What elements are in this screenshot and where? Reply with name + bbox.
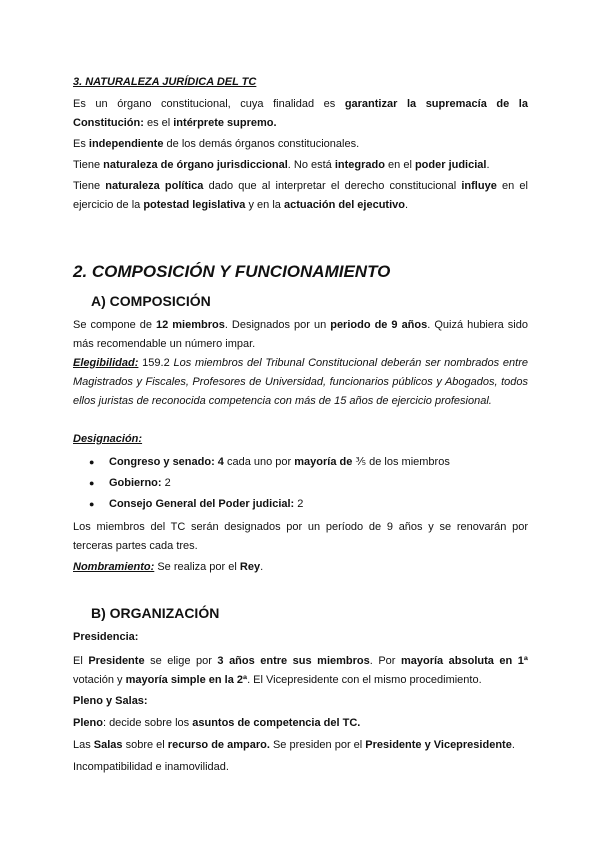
naturaleza-paragraph-3: Tiene naturaleza de órgano jurisdiccional. No está integrado en el poder judicial. — [73, 159, 490, 171]
list-item: ● Consejo General del Poder judicial: 2 — [89, 494, 529, 515]
designacion-label: Designación: — [73, 433, 143, 445]
section-3-heading: 3. NATURALEZA JURÍDICA DEL TC — [73, 76, 257, 88]
incompatibilidad-paragraph: Incompatibilidad e inamovilidad. — [73, 761, 229, 773]
naturaleza-paragraph-2: Es independiente de los demás órganos constitucionales. — [73, 138, 360, 150]
pleno-paragraph: Pleno: decide sobre los asuntos de competencia del TC. — [73, 717, 361, 729]
naturaleza-paragraph-4: Tiene naturaleza política dado que al interpretar el derecho constitucional influye en el ejercicio de la potestad legislativa y en la actuación del ejecutivo. — [73, 180, 528, 211]
list-item: ● Congreso y senado: 4 cada uno por mayoría de ⅗ de los miembros — [89, 452, 529, 473]
nombramiento-paragraph: Nombramiento: Se realiza por el Rey. — [73, 561, 264, 573]
elegibilidad-paragraph: Elegibilidad: 159.2 Los miembros del Tribunal Constitucional deberán ser nombrados entre Magistrados y Fiscales, Profesores de Universidad, funcionarios públicos y Abogados, todos ellos juristas de reconocida competencia con más de 15 años de ejercicio profesional. — [73, 357, 528, 407]
renovacion-paragraph: Los miembros del TC serán designados por un período de 9 años y se renovarán por terceras partes cada tres. — [73, 521, 528, 552]
organizacion-heading: B) ORGANIZACIÓN — [91, 605, 220, 621]
presidencia-paragraph: El Presidente se elige por 3 años entre sus miembros. Por mayoría absoluta en 1ª votación y mayoría simple en la 2ª. El Vicepresidente con el mismo procedimiento. — [73, 655, 528, 686]
composicion-heading: A) COMPOSICIÓN — [91, 293, 211, 309]
bullet-icon: ● — [89, 499, 95, 509]
pleno-salas-label: Pleno y Salas: — [73, 695, 148, 707]
composicion-paragraph: Se compone de 12 miembros. Designados por un periodo de 9 años. Quizá hubiera sido más recomendable un número impar. — [73, 319, 528, 350]
list-item: ● Gobierno: 2 — [89, 473, 529, 494]
bullet-icon: ● — [89, 457, 95, 467]
naturaleza-paragraph-1: Es un órgano constitucional, cuya finalidad es garantizar la supremacía de la Constitución: es el intérprete supremo. — [73, 98, 528, 129]
section-2-heading: 2. COMPOSICIÓN Y FUNCIONAMIENTO — [73, 262, 391, 281]
salas-paragraph: Las Salas sobre el recurso de amparo. Se presiden por el Presidente y Vicepresidente. — [73, 739, 515, 751]
designacion-list — [89, 452, 529, 515]
presidencia-label: Presidencia: — [73, 631, 139, 643]
bullet-icon: ● — [89, 478, 95, 488]
